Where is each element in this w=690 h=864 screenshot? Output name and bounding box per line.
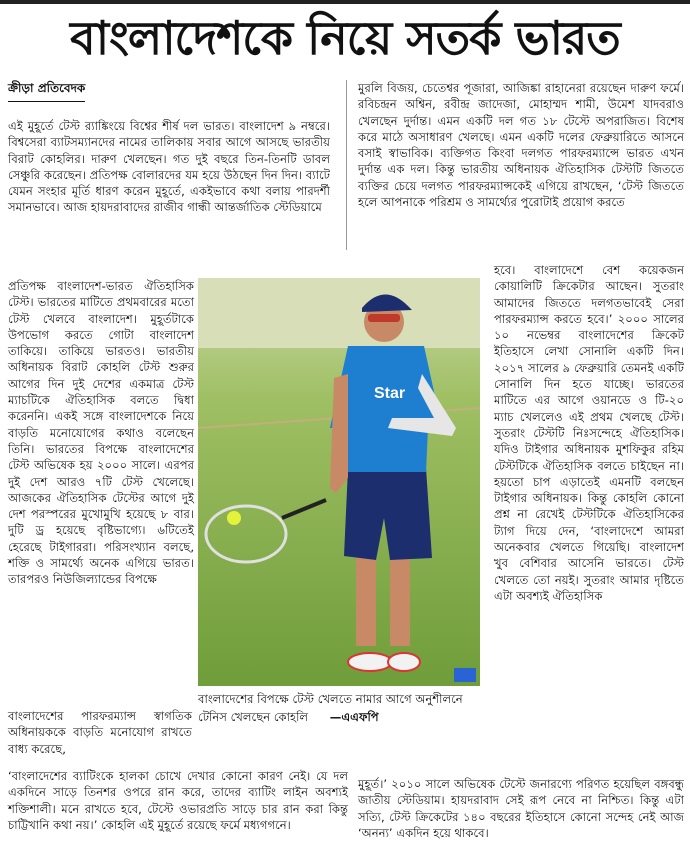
paragraph: মুরলি বিজয়, চেতেশ্বর পূজারা, আজিঙ্কা রাহানেরা রয়েছেন দারুণ ফর্মে। রবিচন্দ্রন অশ্বিন, রবীন্দ্র জাদেজা, মোহাম্মদ শামী, উমেশ যাদবরাও খেলছেন দুর্দান্ত। এমন একটি দল গত ১৮ টেস্টে অপরাজিত। বিশেষ করে মাঠে অসাধারণ খেলছে। এমন একটি দলের ফেব্রুয়ারিতে আসনে বসাই স্বাভাবিক। ব্যক্তিগত কিংবা দলগত পারফরম্যান্সে ভারত এখন দুর্দান্ত এক দল। কিন্তু ভারতীয় অধিনায়ক ঐতিহাসিক টেস্টটি জিততে ব্যক্তির চেয়ে দলগত পারফরম্যান্সকেই এগিয়ে রাখছেন, ‘টেস্ট জিততে হলে আপনাকে পরিশ্রম ও সামর্থ্যের পুরোটাই প্রয়োগ করতে	[358, 81, 684, 210]
racket-handle	[282, 500, 326, 518]
article-column-bottom-left	[8, 768, 348, 833]
photo-credit: —এএফপি	[329, 710, 379, 724]
news-photo	[198, 278, 480, 686]
paragraph: এই মুহূর্তে টেস্ট র‌্যাঙ্কিংয়ে বিশ্বের শীর্ষ দল ভারত। বাংলাদেশ ৯ নম্বরে। বিশ্বসেরা ব্যাটসম্যানদের নামের তালিকায় সবার আগে আসছে ভারতীয় বিরাট কোহলির। দারুণ খেলছেন। গত দুই বছরে তিন-তিনটি ডাবল সেঞ্চুরি করেছেন। প্রতিপক্ষ বোলারদের যম হয়ে উঠছেন দিন দিন। ব্যাটে যেমন সংহার মূর্তি ধারণ করেন মুহূর্তে, একইভাবে কথা বলায় পারদর্শী সমানভাবে। আজ হায়দরাবাদের রাজীব গান্ধী আন্তর্জাতিক স্টেডিয়ামে	[8, 119, 330, 215]
article-column-left-bottom	[8, 708, 192, 757]
paragraph: ‘বাংলাদেশের ব্যাটিংকে হালকা চোখে দেখার কোনো কারণ নেই। যে দল একদিনে সাড়ে তিনশর ওপরে রান করে, তাদের ব্যাটিং লাইন অবশ্যই শক্তিশালী। মনে রাখতে হবে, টেস্টে ওভারপ্রতি সাড়ে চার রান করা কিন্তু চাট্টিখানি কথা নয়।’ কোহলি এই মুহূর্তে রয়েছে ফর্মে মধ্যগগনে।	[8, 769, 348, 832]
paragraph: হবে। বাংলাদেশে বেশ কয়েকজন কোয়ালিটি ক্রিকেটার আছেন। সুতরাং আমাদের জিততে দলগতভাবেই সেরা পারফরম্যান্স করতে হবে।’ ২০০০ সালের ১০ নভেম্বর বাংলাদেশের ক্রিকেট ইতিহাসে লেখা সোনালি একটি দিন। ২০১৭ সালের ৯ ফেব্রুয়ারি তেমনই একটি সোনালি দিন হতে যাচ্ছে। ভারতের মাটিতে এর আগে ওয়ানডে ও টি-২০ ম্যাচ খেললেও এই প্রথম খেলছে টেস্ট। সুতরাং টেস্টটি নিঃসন্দেহে ঐতিহাসিক। যদিও টাইগার অধিনায়ক মুশফিকুর রহিম টেস্টটিকে ঐতিহাসিক বলতে চাইছেন না। হয়তো চাপ এড়াতেই এমনটি বলছেন টাইগার অধিনায়ক। কিন্তু কোহলি কোনো প্রশ্ন না রেখেই টেস্টটিকে ঐতিহাসিকের ট্যাগ দিয়ে দেন, ‘বাংলাদেশে আমরা অনেকবার খেলতে গিয়েছি। বাংলাদেশ খুব বেশিবার আসেনি ভারতে। টেস্ট খেলতে তো নয়ই। সুতরাং আমার দৃষ্টিতে এটা অবশ্যই ঐতিহাসিক	[494, 263, 684, 603]
paragraph: মুহূর্ত।’ ২০১০ সালে অভিষেক টেস্টে জনারণ্যে পরিণত হয়েছিল বঙ্গবন্ধু জাতীয় স্টেডিয়াম। হায়দরাবাদ সেই রূপ নেবে না নিশ্চিত। কিন্তু এটা সত্যি, টেস্ট ক্রিকেটের ১৪০ বছরের ইতিহাসে কোনো সন্দেহ নেই আজ ‘অনন্য’ একদিন হয়ে থাকবে।	[358, 777, 684, 840]
training-cone	[454, 668, 476, 682]
article-column-left-top	[8, 118, 330, 216]
tennis-ball	[227, 511, 241, 525]
paragraph: বাংলাদেশের পারফরম্যান্স স্বাগতিক অধিনায়ককে বাড়তি মনোযোগ রাখতে বাধ্য করেছে,	[8, 709, 192, 756]
left-arm	[330, 374, 348, 493]
jersey-logo: Star	[374, 385, 406, 402]
player-illustration	[198, 278, 480, 686]
paragraph: প্রতিপক্ষ বাংলাদেশ-ভারত ঐতিহাসিক টেস্ট। ভারতের মাটিতে প্রথমবারের মতো টেস্ট খেলবে বাংলাদেশ। মুহূর্তটাকে উপভোগ করতে গোটা বাংলাদেশ তাকিয়ে। তাকিয়ে ভারতও। ভারতীয় অধিনায়ক বিরাট কোহলি টেস্ট শুরুর আগের দিন দুই দেশের একমাত্র টেস্ট ম্যাচটিকে ঐতিহাসিক বলতে দ্বিধা করেননি। একই সঙ্গে বাংলাদেশকে নিয়ে বাড়তি মনোযোগের কথাও বলেছেন তিনি। ভারতের বিপক্ষে বাংলাদেশের টেস্ট অভিষেক হয় ২০০০ সালে। এরপর দুই দেশ আরও ৭টি টেস্ট খেলেছে। আজকের ঐতিহাসিক টেস্টের আগে দুই দেশ পরস্পরের মুখোমুখি হয়েছে ৮ বার। দুটি ড্র হয়েছে বৃষ্টিভাগ্যে। ৬টিতেই হেরেছে টাইগাররা। পরিসংখ্যান বলছে, শক্তি ও সামর্থ্যে অনেক এগিয়ে ভারত। তারপরও নিউজিল্যান্ডের বিপক্ষে	[8, 279, 194, 587]
caption-text: বাংলাদেশের বিপক্ষে টেস্ট খেলতে নামার আগে অনুশীলনে টেনিস খেলছেন কোহলি	[198, 692, 463, 724]
article-column-right-top	[358, 80, 684, 210]
left-leg	[356, 546, 376, 646]
sunglasses	[368, 314, 400, 322]
article-column-right-narrow	[494, 262, 684, 604]
racket-head	[206, 506, 286, 562]
headline: বাংলাদেশকে নিয়ে সতর্ক ভারত	[70, 11, 620, 65]
left-shoe	[348, 653, 392, 671]
shorts	[344, 468, 432, 560]
right-leg	[390, 546, 410, 646]
byline: ক্রীড়া প্রতিবেদক	[8, 80, 85, 102]
article-column-bottom-right	[358, 776, 684, 841]
background-stands	[198, 278, 480, 348]
article-column-left-narrow	[8, 278, 194, 588]
column-divider	[346, 80, 347, 250]
top-rule	[0, 0, 690, 4]
right-shoe	[388, 653, 420, 671]
photo-caption	[198, 690, 488, 726]
